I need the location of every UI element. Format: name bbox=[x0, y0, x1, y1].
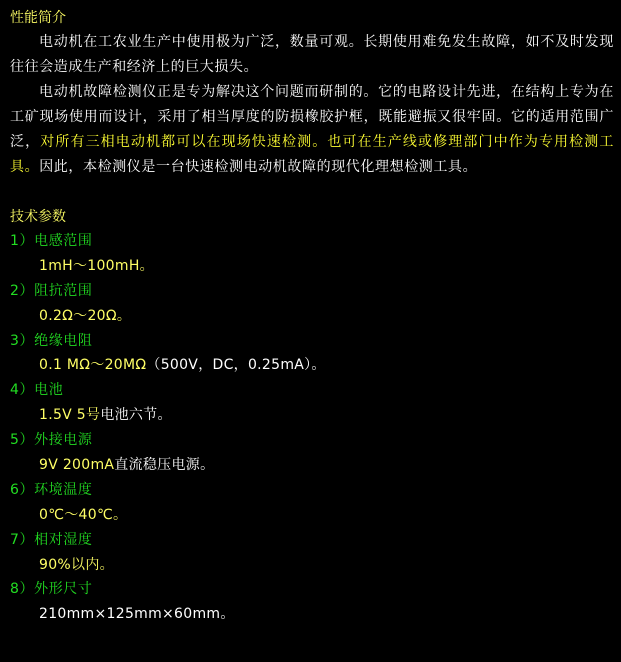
spec-value-extra: （500V，DC，0.25mA）。 bbox=[146, 357, 326, 374]
section-spacer bbox=[10, 180, 614, 205]
spec-label: 6）环境温度 bbox=[10, 481, 93, 498]
spec-value bbox=[10, 602, 614, 627]
spec-item-external-power bbox=[10, 428, 614, 478]
spec-value-main: 1.5V 5号 bbox=[39, 407, 101, 424]
intro-heading: 性能简介 bbox=[10, 10, 66, 26]
spec-item-relative-humidity bbox=[10, 528, 614, 578]
spec-value-main: 0℃～40℃。 bbox=[39, 506, 128, 523]
spec-item-insulation bbox=[10, 329, 614, 379]
spec-label: 1）电感范围 bbox=[10, 233, 93, 249]
spec-label: 5）外接电源 bbox=[10, 432, 93, 449]
spec-label: 2）阻抗范围 bbox=[10, 282, 93, 299]
spec-label: 8）外形尺寸 bbox=[10, 581, 93, 598]
intro-paragraph-1: 电动机在工农业生产中使用极为广泛，数量可观。长期使用难免发生故障，如不及时发现往往会造成生产和经济上的巨大损失。 bbox=[10, 34, 614, 75]
spec-label: 7）相对湿度 bbox=[10, 531, 93, 548]
spec-value-main: 0.1 MΩ～20MΩ bbox=[39, 357, 147, 374]
spec-item-dimensions bbox=[10, 577, 614, 627]
spec-value bbox=[10, 503, 614, 528]
spec-value-main: 9V 200mA bbox=[39, 457, 115, 474]
spec-value bbox=[10, 403, 614, 428]
intro-highlight-text: 对所有三相电动机都可以在现场快速检测。也可在生产线或修理部门中作为专用检测工具。 bbox=[10, 134, 614, 175]
spec-label: 4）电池 bbox=[10, 382, 64, 399]
spec-value bbox=[10, 553, 614, 578]
spec-value-extra: 直流稳压电源。 bbox=[114, 457, 215, 474]
spec-value-extra: 电池六节。 bbox=[100, 407, 172, 424]
spec-value-extra: 210mm×125mm×60mm。 bbox=[39, 606, 235, 623]
spec-value-main: 1mH～100mH。 bbox=[39, 257, 154, 274]
spec-label: 3）绝缘电阻 bbox=[10, 332, 93, 349]
intro-paragraph-2-text: 电动机故障检测仪正是专为解决这个问题而研制的。它的电路设计先进，在结构上专为在工矿现场使用而设计，采用了相当厚度的防损橡胶护框，既能避振又很牢固。它的适用范围广泛， bbox=[10, 84, 614, 150]
document-page bbox=[10, 6, 614, 627]
spec-value bbox=[10, 254, 614, 279]
spec-list bbox=[10, 229, 614, 627]
spec-item-inductance bbox=[10, 229, 614, 279]
spec-value bbox=[10, 304, 614, 329]
spec-value bbox=[10, 453, 614, 478]
intro-paragraph-2 bbox=[10, 80, 614, 180]
specs-heading: 技术参数 bbox=[10, 209, 66, 225]
spec-item-impedance bbox=[10, 279, 614, 329]
spec-value-main: 0.2Ω～20Ω。 bbox=[39, 307, 132, 324]
intro-paragraph-2-tail: 因此，本检测仪是一台快速检测电动机故障的现代化理想检测工具。 bbox=[39, 159, 478, 175]
spec-item-battery bbox=[10, 378, 614, 428]
spec-value-main: 90%以内。 bbox=[39, 556, 114, 573]
spec-value bbox=[10, 353, 614, 378]
spec-item-ambient-temperature bbox=[10, 478, 614, 528]
